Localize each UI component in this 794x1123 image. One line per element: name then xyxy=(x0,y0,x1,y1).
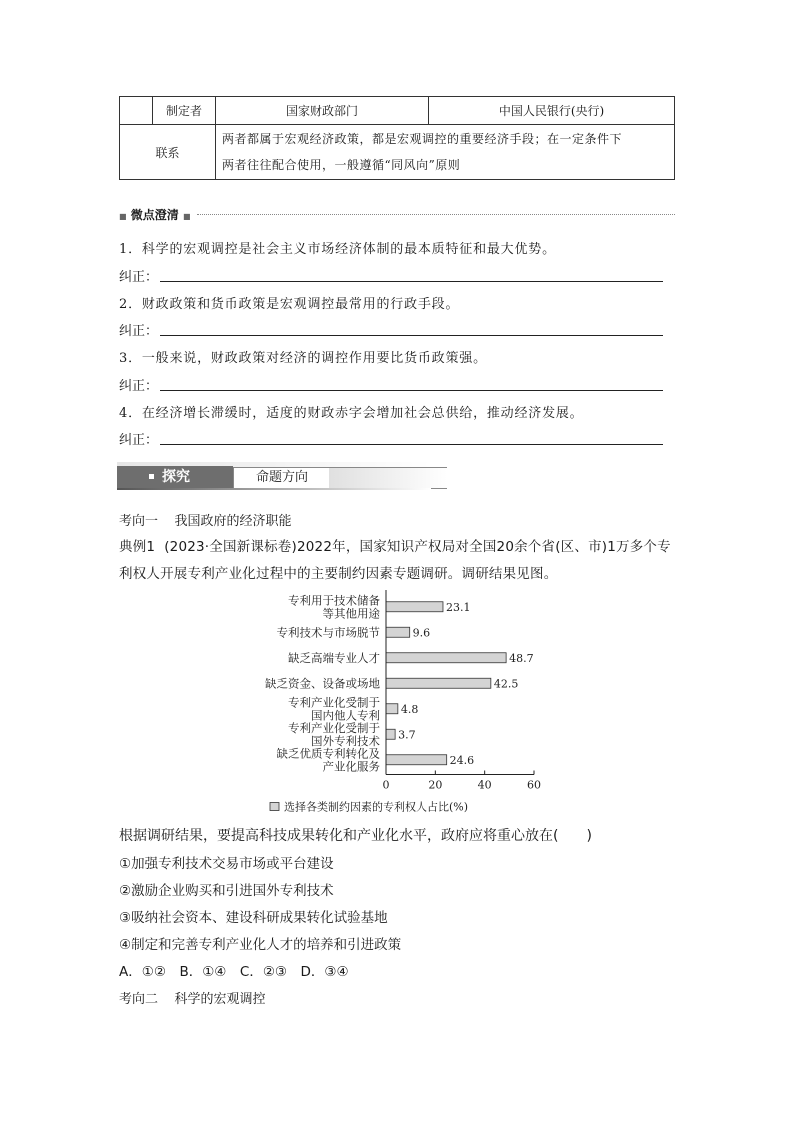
tick-label: 60 xyxy=(527,778,541,792)
clarify-item: 2．财政政策和货币政策是宏观调控最常用的行政手段。 xyxy=(119,297,460,312)
category-label: 国内他人专利 xyxy=(311,708,380,723)
answer-line[interactable] xyxy=(160,335,663,336)
bar xyxy=(386,678,491,688)
bar xyxy=(386,653,506,663)
topic-title: 我国政府的经济职能 xyxy=(174,514,292,529)
table-row xyxy=(120,97,675,125)
example-label: 典例1 xyxy=(119,539,156,555)
topic-label: 考向一 xyxy=(119,514,159,529)
answer-line[interactable] xyxy=(160,444,663,445)
square-bullet-icon: ■ xyxy=(182,212,191,221)
clarify-item: 1．科学的宏观调控是社会主义市场经济体制的最本质特征和最大优势。 xyxy=(119,242,556,257)
category-label: 专利产业化受制于 xyxy=(288,720,380,735)
divider xyxy=(197,214,675,215)
fix-label: 纠正： xyxy=(119,270,159,285)
legend-label: 选择各类制约因素的专利权人占比(%) xyxy=(284,800,469,814)
chart-svg xyxy=(240,590,560,815)
question-stem: 根据调研结果，要提高科技成果转化和产业化水平，政府应将重心放在( ) xyxy=(119,828,592,844)
banner-underline xyxy=(117,488,431,490)
clarify-item: 4．在经济增长滞缓时，适度的财政赤字会增加社会总供给，推动经济发展。 xyxy=(119,406,584,421)
answer-choices[interactable]: A．①② B．①④ C．②③ D．③④ xyxy=(119,964,349,980)
category-label: 缺乏资金、设备或场地 xyxy=(265,676,380,691)
category-label: 专利技术与市场脱节 xyxy=(276,625,380,640)
data-label: 48.7 xyxy=(509,651,534,665)
category-label: 缺乏优质专利转化及 xyxy=(276,746,380,761)
banner-main xyxy=(117,466,233,488)
data-label: 3.7 xyxy=(398,728,416,742)
square-bullet-icon: ■ xyxy=(119,212,127,221)
table-cell-text xyxy=(216,125,675,180)
topic-heading xyxy=(119,510,292,529)
bar xyxy=(386,602,443,612)
table-cell-empty xyxy=(120,97,153,125)
fix-label: 纠正： xyxy=(119,379,159,394)
table-row xyxy=(120,125,675,180)
data-label: 4.8 xyxy=(400,702,419,716)
topic-heading xyxy=(119,988,266,1007)
topic-label: 考向二 xyxy=(119,992,159,1007)
tick-label: 20 xyxy=(428,778,443,792)
table-text-line: 两者都属于宏观经济政策，都是宏观调控的重要经济手段；在一定条件下 xyxy=(222,132,623,146)
clarify-heading xyxy=(119,206,675,222)
bar-chart xyxy=(240,590,560,819)
fix-label: 纠正： xyxy=(119,324,159,339)
example-line xyxy=(119,535,671,555)
comparison-table xyxy=(119,96,675,180)
answer-line[interactable] xyxy=(160,281,663,282)
table-cell-label: 制定者 xyxy=(153,97,216,125)
table-cell-monetary: 中国人民银行(央行) xyxy=(429,97,675,125)
table-cell-label: 联系 xyxy=(120,125,216,180)
legend-swatch xyxy=(270,803,279,811)
clarify-item: 3．一般来说，财政政策对经济的调控作用要比货币政策强。 xyxy=(119,351,487,366)
table-cell-fiscal: 国家财政部门 xyxy=(216,97,429,125)
answer-line[interactable] xyxy=(160,390,663,391)
option-item: ④制定和完善专利产业化人才的培养和引进政策 xyxy=(119,937,402,953)
data-label: 23.1 xyxy=(445,600,471,614)
banner-sub: 命题方向 xyxy=(233,467,331,489)
bar xyxy=(386,729,395,739)
data-label: 42.5 xyxy=(493,677,519,691)
example-line: 利权人开展专利产业化过程中的主要制约因素专题调研。调研结果见图。 xyxy=(119,566,558,582)
table-text-line: 两者往往配合使用，一般遵循“同风向”原则 xyxy=(222,158,461,172)
option-item: ②激励企业购买和引进国外专利技术 xyxy=(119,883,334,899)
category-label: 专利用于技术储备 xyxy=(288,593,380,608)
category-label: 缺乏高端专业人才 xyxy=(288,650,380,665)
tick-label: 0 xyxy=(382,778,390,792)
bar xyxy=(386,627,410,637)
tick-label: 40 xyxy=(477,778,492,792)
square-icon xyxy=(149,474,154,479)
data-label: 9.6 xyxy=(412,626,431,640)
banner-main-text: 探究 xyxy=(162,469,190,485)
clarify-heading-text: 微点澄清 xyxy=(130,208,179,222)
category-label: 国外专利技术 xyxy=(311,733,380,748)
topic-title: 科学的宏观调控 xyxy=(174,992,266,1007)
data-label: 24.6 xyxy=(449,753,475,767)
category-label: 专利产业化受制于 xyxy=(288,695,380,710)
bar xyxy=(386,704,398,714)
option-item: ①加强专利技术交易市场或平台建设 xyxy=(119,856,334,872)
category-label: 等其他用途 xyxy=(322,606,380,621)
example-text: (2023·全国新课标卷)2022年，国家知识产权局对全国20余个省(区、市)1万多个专 xyxy=(164,539,671,555)
option-item: ③吸纳社会资本、建设科研成果转化试验基地 xyxy=(119,910,388,926)
banner-extension xyxy=(329,467,447,489)
bar xyxy=(386,755,447,765)
category-label: 产业化服务 xyxy=(322,759,380,774)
fix-label: 纠正： xyxy=(119,433,159,448)
section-banner xyxy=(117,462,431,490)
